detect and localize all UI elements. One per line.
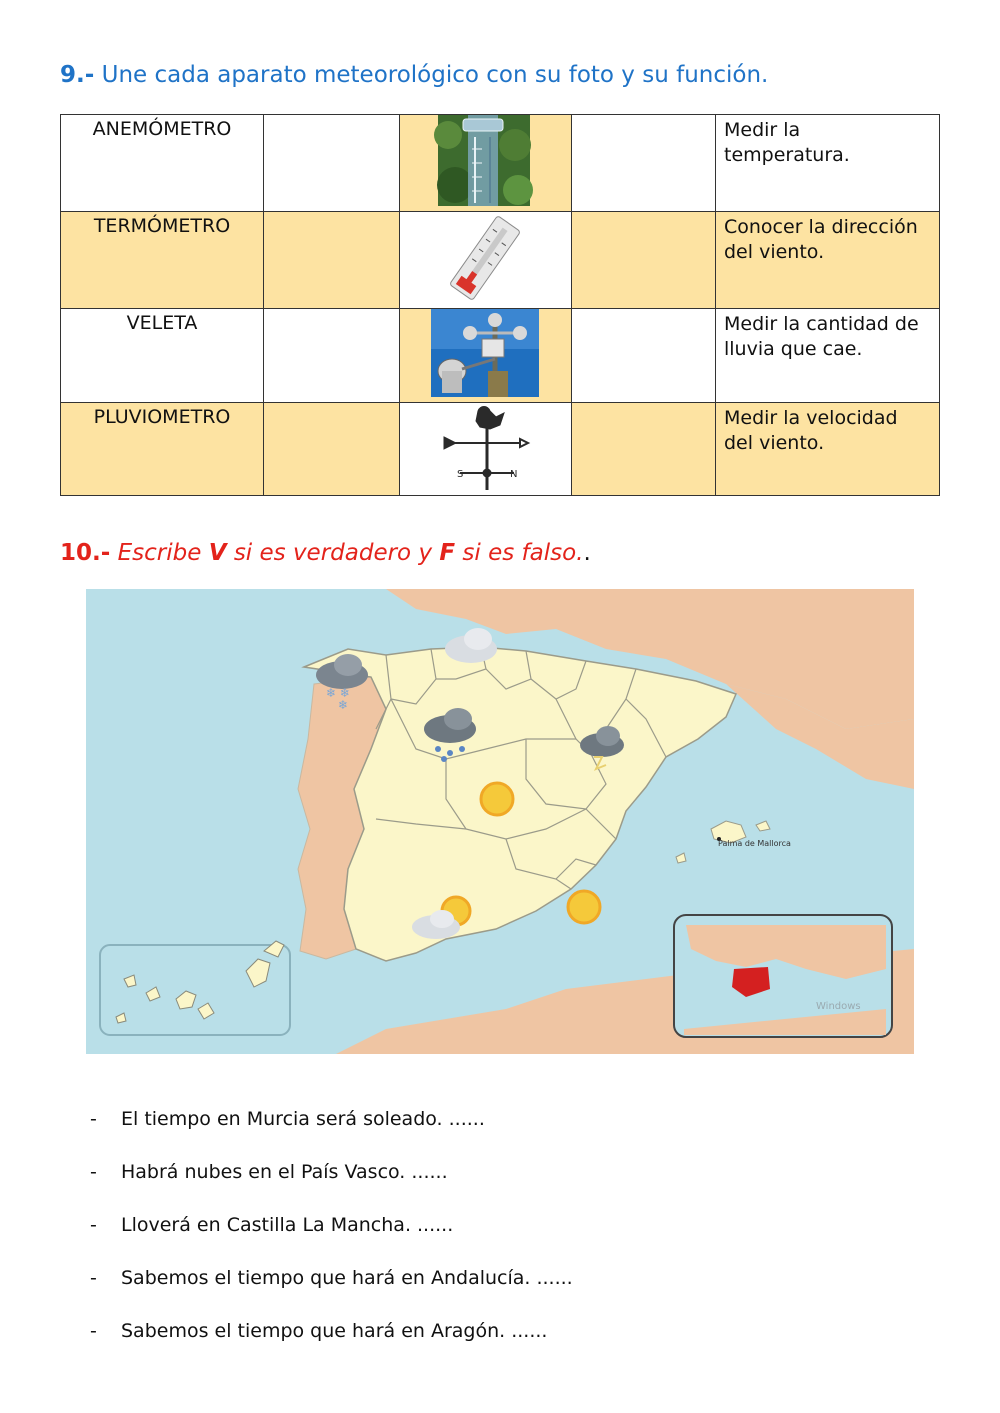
trailing-dot: . bbox=[583, 540, 591, 566]
sun-icon bbox=[481, 783, 513, 815]
function-text-line: lluvia que cae. bbox=[724, 338, 863, 360]
instrument-name: PLUVIOMETRO bbox=[61, 403, 264, 496]
true-letter: V bbox=[208, 540, 227, 566]
match-gap bbox=[264, 212, 400, 309]
photo-cell bbox=[400, 403, 572, 496]
function-text-line: Medir la bbox=[724, 119, 801, 141]
list-item bbox=[90, 1108, 573, 1161]
anemometer-photo bbox=[400, 309, 570, 397]
function-text-line: Conocer la dirección bbox=[724, 216, 918, 238]
exercise-10-number: 10.- bbox=[60, 540, 111, 566]
instrument-name: TERMÓMETRO bbox=[61, 212, 264, 309]
match-gap bbox=[264, 309, 400, 403]
svg-text:❄ ❄: ❄ ❄ bbox=[326, 686, 350, 700]
list-item bbox=[90, 1267, 573, 1320]
statement-list bbox=[90, 1108, 573, 1373]
list-item bbox=[90, 1214, 573, 1267]
match-gap bbox=[264, 403, 400, 496]
bullet-dash: - bbox=[90, 1267, 97, 1289]
watermark-text: Windows bbox=[816, 1001, 861, 1012]
function-text-line: del viento. bbox=[724, 241, 825, 263]
function-text-line: Medir la cantidad de bbox=[724, 313, 919, 335]
table-row bbox=[61, 115, 940, 212]
sun-icon bbox=[568, 891, 600, 923]
instrument-name: VELETA bbox=[61, 309, 264, 403]
statement-text: Habrá nubes en el País Vasco. ...... bbox=[121, 1161, 448, 1183]
exercise-10-heading bbox=[60, 540, 591, 566]
statement-text: Sabemos el tiempo que hará en Aragón. ...... bbox=[121, 1320, 548, 1342]
match-gap bbox=[264, 115, 400, 212]
function-text-line: temperatura. bbox=[724, 144, 850, 166]
list-item bbox=[90, 1161, 573, 1214]
weather-vane-photo bbox=[400, 403, 570, 490]
photo-cell bbox=[400, 309, 572, 403]
match-gap bbox=[572, 115, 716, 212]
function-cell bbox=[716, 115, 940, 212]
instrument-name: ANEMÓMETRO bbox=[61, 115, 264, 212]
rain-gauge-photo bbox=[400, 115, 570, 206]
bullet-dash: - bbox=[90, 1214, 97, 1236]
thermometer-photo bbox=[400, 212, 570, 303]
false-letter: F bbox=[439, 540, 456, 566]
instruction-text: si es verdadero y bbox=[233, 540, 433, 566]
svg-text:❄: ❄ bbox=[338, 698, 349, 712]
photo-cell bbox=[400, 115, 572, 212]
bullet-dash: - bbox=[90, 1320, 97, 1342]
exercise-9-heading bbox=[60, 62, 768, 88]
list-item bbox=[90, 1320, 573, 1373]
bullet-dash: - bbox=[90, 1108, 97, 1130]
photo-cell bbox=[400, 212, 572, 309]
statement-text: El tiempo en Murcia será soleado. ...... bbox=[121, 1108, 485, 1130]
function-cell bbox=[716, 212, 940, 309]
instruction-text: Escribe bbox=[117, 540, 202, 566]
function-cell bbox=[716, 403, 940, 496]
match-gap bbox=[572, 309, 716, 403]
match-gap bbox=[572, 403, 716, 496]
weather-map bbox=[86, 589, 914, 1054]
svg-text:N: N bbox=[510, 469, 518, 480]
function-text-line: del viento. bbox=[724, 432, 825, 454]
table-row bbox=[61, 212, 940, 309]
function-cell bbox=[716, 309, 940, 403]
exercise-9-number: 9.- bbox=[60, 62, 95, 88]
instruction-text: si es falso. bbox=[462, 540, 584, 566]
svg-text:S: S bbox=[457, 469, 464, 480]
matching-table bbox=[60, 114, 940, 496]
function-text-line: Medir la velocidad bbox=[724, 407, 898, 429]
palma-label: Palma de Mallorca bbox=[718, 839, 791, 848]
bullet-dash: - bbox=[90, 1161, 97, 1183]
table-row bbox=[61, 403, 940, 496]
match-gap bbox=[572, 212, 716, 309]
statement-text: Sabemos el tiempo que hará en Andalucía. ...... bbox=[121, 1267, 573, 1289]
statement-text: Lloverá en Castilla La Mancha. ...... bbox=[121, 1214, 454, 1236]
table-row bbox=[61, 309, 940, 403]
exercise-9-instruction: Une cada aparato meteorológico con su foto y su función. bbox=[101, 62, 769, 88]
